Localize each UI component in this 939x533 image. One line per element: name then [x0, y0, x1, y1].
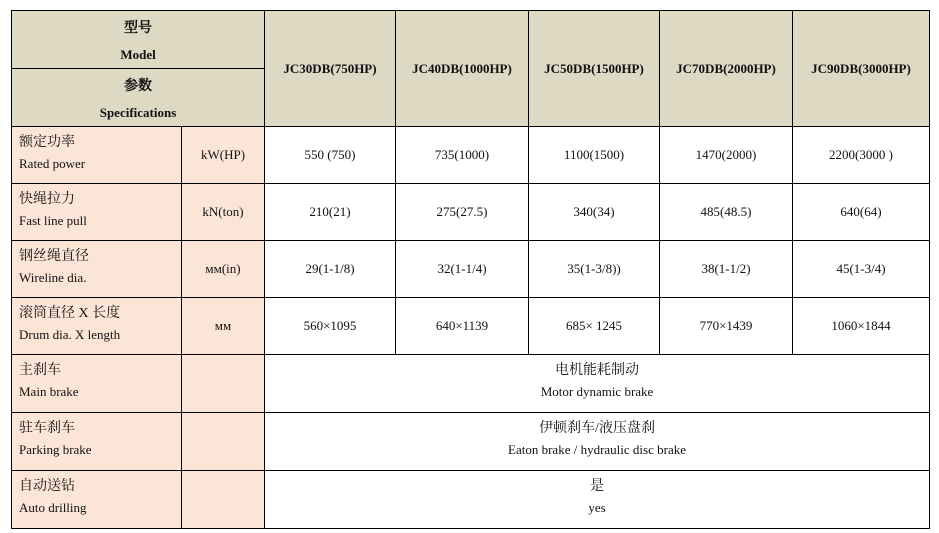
table-row: [12, 127, 930, 184]
value-cell: 45(1-3/4): [793, 241, 930, 298]
span-value-cn: 电机能耗制动: [555, 363, 640, 378]
unit-cell: kN(ton): [182, 184, 265, 241]
row-label-cn: 额定功率: [19, 135, 75, 150]
value-cell: 1470(2000): [660, 127, 793, 184]
model-col-1: JC30DB(750HP): [265, 11, 396, 127]
value-cell: 735(1000): [396, 127, 529, 184]
model-header-cell: [12, 11, 265, 69]
value-cell: 1060×1844: [793, 298, 930, 355]
value-cell: 550 (750): [265, 127, 396, 184]
row-label-en: Rated power: [19, 156, 86, 171]
value-cell: 685× 1245: [529, 298, 660, 355]
table-row: [12, 241, 930, 298]
spec-header-cn: 参数: [124, 78, 152, 94]
span-value-en: yes: [588, 500, 606, 515]
row-label-en: Main brake: [19, 384, 79, 399]
spanning-value-cell: [265, 413, 930, 471]
row-label-cn: 自动送钻: [19, 479, 75, 494]
row-label-cn: 主刹车: [19, 363, 61, 378]
row-label-cn: 快绳拉力: [19, 192, 75, 207]
row-label-cn: 驻车刹车: [19, 421, 75, 436]
model-col-3: JC50DB(1500HP): [529, 11, 660, 127]
span-value-cn: 是: [590, 479, 605, 494]
row-label-cell: [12, 471, 182, 529]
model-header-cn: 型号: [124, 20, 152, 36]
unit-cell: мм: [182, 298, 265, 355]
row-label-en: Wireline dia.: [19, 270, 87, 285]
value-cell: 485(48.5): [660, 184, 793, 241]
model-col-4: JC70DB(2000HP): [660, 11, 793, 127]
table-row: [12, 298, 930, 355]
value-cell: 38(1-1/2): [660, 241, 793, 298]
value-cell: 32(1-1/4): [396, 241, 529, 298]
value-cell: 640×1139: [396, 298, 529, 355]
model-header-en: Model: [120, 46, 156, 62]
span-value-cn: 伊顿刹车/液压盘刹: [539, 421, 655, 436]
table-row: [12, 471, 930, 529]
row-label-cell: [12, 241, 182, 298]
value-cell: 770×1439: [660, 298, 793, 355]
table-row: [12, 355, 930, 413]
value-cell: 35(1-3/8)): [529, 241, 660, 298]
value-cell: 1100(1500): [529, 127, 660, 184]
unit-cell: [182, 355, 265, 413]
spanning-value-cell: [265, 355, 930, 413]
row-label-cell: [12, 127, 182, 184]
specifications-table: [11, 10, 930, 529]
row-label-en: Fast line pull: [19, 213, 87, 228]
unit-cell: kW(HP): [182, 127, 265, 184]
row-label-cell: [12, 355, 182, 413]
spec-header-cell: [12, 69, 265, 127]
table-row: [12, 184, 930, 241]
model-col-2: JC40DB(1000HP): [396, 11, 529, 127]
value-cell: 640(64): [793, 184, 930, 241]
span-value-en: Eaton brake / hydraulic disc brake: [508, 442, 686, 457]
header-row-top: [12, 11, 930, 69]
value-cell: 340(34): [529, 184, 660, 241]
row-label-cell: [12, 184, 182, 241]
value-cell: 275(27.5): [396, 184, 529, 241]
row-label-cn: 钢丝绳直径: [19, 249, 89, 264]
row-label-cn: 滚筒直径 X 长度: [19, 306, 121, 321]
row-label-en: Parking brake: [19, 442, 92, 457]
value-cell: 560×1095: [265, 298, 396, 355]
span-value-en: Motor dynamic brake: [540, 384, 654, 399]
value-cell: 210(21): [265, 184, 396, 241]
unit-cell: [182, 471, 265, 529]
row-label-cell: [12, 413, 182, 471]
row-label-en: Auto drilling: [19, 500, 87, 515]
row-label-cell: [12, 298, 182, 355]
spanning-value-cell: [265, 471, 930, 529]
spec-header-en: Specifications: [99, 104, 177, 120]
table-row: [12, 413, 930, 471]
value-cell: 29(1-1/8): [265, 241, 396, 298]
model-col-5: JC90DB(3000HP): [793, 11, 930, 127]
row-label-en: Drum dia. X length: [19, 327, 121, 342]
unit-cell: [182, 413, 265, 471]
value-cell: 2200(3000 ): [793, 127, 930, 184]
unit-cell: мм(in): [182, 241, 265, 298]
